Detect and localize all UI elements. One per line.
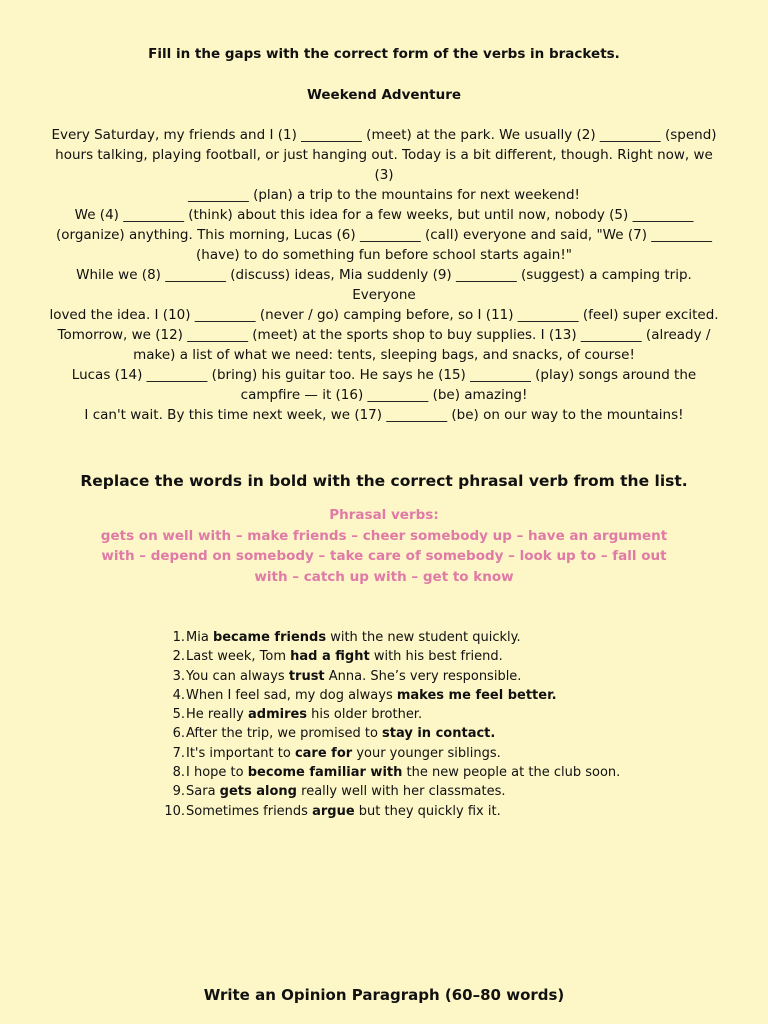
- item-text: Last week, Tom had a fight with his best friend.: [186, 649, 503, 665]
- list-item: [160, 705, 720, 724]
- item-number: 4.: [172, 687, 185, 703]
- bold-phrase: argue: [312, 803, 355, 819]
- phrasal-list-line: with – catch up with – get to know: [254, 568, 514, 585]
- bold-phrase: had a fight: [290, 649, 370, 665]
- story-line: loved the idea. I (10) _________ (never / go) camping before, so I (11) _________ (feel) super excited.: [49, 307, 719, 323]
- phrasal-list-line: gets on well with – make friends – cheer somebody up – have an argument: [100, 527, 668, 544]
- bold-phrase: gets along: [219, 784, 297, 800]
- bold-phrase: stay in contact.: [382, 726, 496, 742]
- item-number: 1.: [172, 630, 185, 645]
- story-text: [44, 125, 724, 425]
- item-number: 3.: [172, 668, 185, 684]
- item-text: It's important to care for your younger siblings.: [186, 745, 501, 761]
- item-text: I hope to become familiar with the new people at the club soon.: [186, 765, 621, 781]
- bold-phrase: trust: [288, 668, 325, 684]
- list-item: [160, 744, 720, 763]
- exercise-3-instruction: Write an Opinion Paragraph (60–80 words): [203, 986, 565, 1004]
- list-item: [160, 782, 720, 801]
- item-number: 5.: [172, 707, 185, 723]
- list-item: [160, 628, 720, 647]
- bold-phrase: become familiar with: [247, 765, 403, 781]
- bold-phrase: admires: [247, 707, 308, 723]
- list-item: [160, 724, 720, 743]
- bold-phrase: makes me feel better.: [396, 687, 557, 703]
- story-line: (organize) anything. This morning, Lucas (6) _________ (call) everyone and said, "We (7) _________: [56, 227, 712, 243]
- item-text: Sometimes friends argue but they quickly fix it.: [186, 803, 501, 819]
- story-line: (have) to do something fun before school starts again!": [196, 247, 572, 263]
- item-number: 2.: [172, 649, 185, 665]
- story-line: Lucas (14) _________ (bring) his guitar too. He says he (15) _________ (play) songs around the: [71, 367, 697, 383]
- item-text: You can always trust Anna. She’s very responsible.: [186, 668, 522, 684]
- story-line: We (4) _________ (think) about this idea for a few weeks, but until now, nobody (5) _________: [74, 207, 694, 223]
- story-line: make) a list of what we need: tents, sleeping bags, and snacks, of course!: [133, 347, 635, 363]
- item-text: Mia became friends with the new student quickly.: [186, 630, 521, 645]
- story-line: I can't wait. By this time next week, we (17) _________ (be) on our way to the mountains!: [84, 407, 684, 423]
- bold-phrase: became friends: [212, 630, 327, 645]
- list-item: [160, 686, 720, 705]
- item-number: 9.: [172, 784, 185, 800]
- sentence-list: [160, 628, 720, 821]
- item-number: 10.: [164, 803, 185, 819]
- phrasal-verb-list: [90, 505, 678, 587]
- item-text: After the trip, we promised to stay in contact.: [186, 726, 496, 742]
- story-line: Tomorrow, we (12) _________ (meet) at the sports shop to buy supplies. I (13) _________ (already /: [57, 327, 711, 343]
- list-item: [160, 802, 720, 821]
- exercise-1-instruction: Fill in the gaps with the correct form of the verbs in brackets.: [148, 46, 620, 62]
- list-item: [160, 647, 720, 666]
- story-line: While we (8) _________ (discuss) ideas, Mia suddenly (9) _________ (suggest) a camping trip. Everyone: [76, 267, 692, 303]
- item-text: Sara gets along really well with her classmates.: [186, 784, 506, 800]
- story-line: campfire — it (16) _________ (be) amazing!: [240, 387, 528, 403]
- story-title: Weekend Adventure: [306, 87, 462, 103]
- story-line: _________ (plan) a trip to the mountains for next weekend!: [188, 187, 580, 203]
- phrasal-list-heading: Phrasal verbs:: [329, 507, 439, 523]
- bold-phrase: care for: [294, 745, 353, 761]
- list-item: [160, 667, 720, 686]
- phrasal-list-line: with – depend on somebody – take care of somebody – look up to – fall out: [101, 548, 667, 564]
- list-item: [160, 763, 720, 782]
- item-number: 6.: [172, 726, 185, 742]
- item-number: 7.: [172, 745, 185, 761]
- exercise-2-instruction: Replace the words in bold with the correct phrasal verb from the list.: [80, 472, 688, 490]
- item-text: He really admires his older brother.: [186, 707, 423, 723]
- story-line: Every Saturday, my friends and I (1) _________ (meet) at the park. We usually (2) _________ (spend): [51, 127, 717, 143]
- item-number: 8.: [172, 765, 185, 781]
- item-text: When I feel sad, my dog always makes me feel better.: [186, 687, 557, 703]
- story-line: hours talking, playing football, or just hanging out. Today is a bit different, though. Right now, we (3): [55, 147, 713, 183]
